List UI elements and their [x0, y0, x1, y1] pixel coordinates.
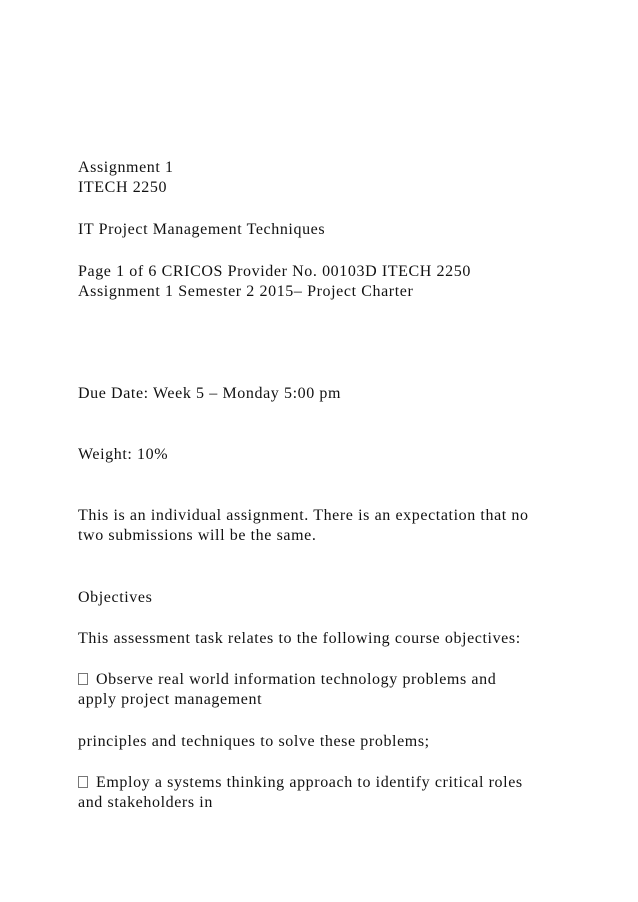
objective-item-2-line-2: and stakeholders in [78, 794, 213, 811]
individual-note-line-1: This is an individual assignment. There is an expectation that no [78, 507, 529, 524]
objective-item-1-line-1 [78, 670, 496, 690]
weight: Weight: 10% [78, 446, 169, 463]
course-code: ITECH 2250 [78, 179, 168, 196]
objective-item-2-line-1 [78, 773, 523, 793]
objectives-intro: This assessment task relates to the following course objectives: [78, 630, 521, 647]
course-title: IT Project Management Techniques [78, 221, 326, 238]
objective-text: Employ a systems thinking approach to identify critical roles [96, 774, 523, 791]
assignment-label: Assignment 1 [78, 159, 174, 176]
objectives-heading: Objectives [78, 589, 153, 606]
objective-item-1-line-2: apply project management [78, 691, 263, 708]
page-info-line-1: Page 1 of 6 CRICOS Provider No. 00103D ITECH 2250 [78, 263, 471, 280]
objective-text: Observe real world information technology problems and [96, 671, 497, 688]
page-info-line-2: Assignment 1 Semester 2 2015– Project Charter [78, 283, 414, 300]
objective-item-1-line-3: principles and techniques to solve these problems; [78, 733, 430, 750]
individual-note-line-2: two submissions will be the same. [78, 527, 317, 544]
due-date: Due Date: Week 5 – Monday 5:00 pm [78, 385, 342, 402]
bullet-box-icon [78, 673, 88, 685]
bullet-box-icon [78, 776, 88, 788]
